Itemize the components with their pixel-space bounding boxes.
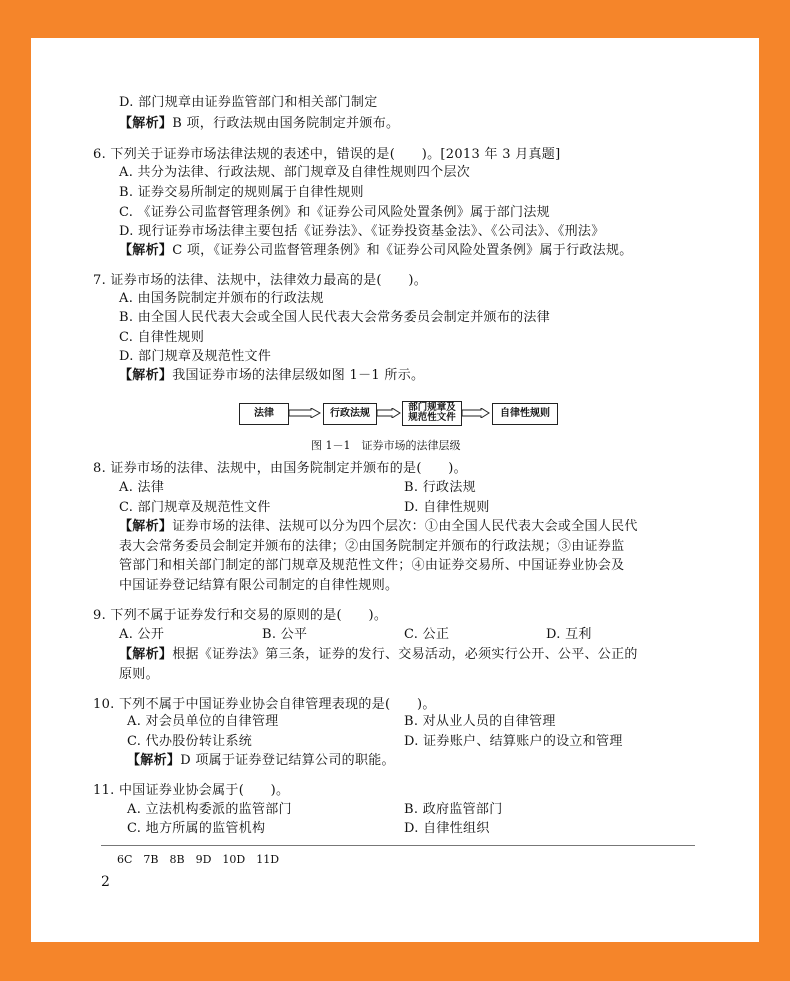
question-8-analysis-4: 中国证券登记结算有限公司制定的自律性规则。 xyxy=(119,578,399,593)
footer-divider xyxy=(101,845,695,846)
analysis-label: 【解析】 xyxy=(119,519,173,534)
answer-key: 6C 7B 8B 9D 10D 11D xyxy=(117,853,280,866)
arrow-right-icon xyxy=(377,408,401,418)
diagram-box-department-rules xyxy=(402,401,462,426)
question-10-option-b: B. 对从业人员的自律管理 xyxy=(404,714,556,729)
question-6-stem: 6. 下列关于证券市场法律法规的表述中，错误的是( )。[2013 年 3 月真题] xyxy=(93,147,561,162)
analysis-label: 【解析】 xyxy=(119,647,173,662)
analysis-label: 【解析】 xyxy=(119,368,173,383)
question-9-analysis-2: 原则。 xyxy=(119,667,159,682)
question-7-option-b: B. 由全国人民代表大会或全国人民代表大会常务委员会制定并颁布的法律 xyxy=(119,310,551,325)
question-9-option-b: B. 公平 xyxy=(262,627,308,642)
question-7-option-c: C. 自律性规则 xyxy=(119,330,205,345)
question-6-option-d: D. 现行证券市场法律主要包括《证券法》、《证券投资基金法》、《公司法》、《刑法》 xyxy=(119,224,605,239)
figure-caption: 图 1－1 证券市场的法律层级 xyxy=(311,439,461,452)
question-9-option-d: D. 互利 xyxy=(546,627,592,642)
diagram-box-department-rules-line1: 部门规章及 xyxy=(408,402,456,413)
question-6-analysis: 【解析】C 项，《证券公司监督管理条例》和《证券公司风险处置条例》属于行政法规。 xyxy=(119,243,633,258)
question-8-stem: 8. 证券市场的法律、法规中，由国务院制定并颁布的是( )。 xyxy=(93,461,467,476)
question-8-analysis-3: 管部门和相关部门制定的部门规章及规范性文件；④由证券交易所、中国证券业协会及 xyxy=(119,558,625,573)
question-7-option-d: D. 部门规章及规范性文件 xyxy=(119,349,272,364)
law-hierarchy-diagram xyxy=(239,401,559,429)
question-11-option-a: A. 立法机构委派的监管部门 xyxy=(127,802,292,817)
question-8-option-b: B. 行政法规 xyxy=(404,480,476,495)
question-10-stem: 10. 下列不属于中国证券业协会自律管理表现的是( )。 xyxy=(93,697,436,712)
question-7-option-a: A. 由国务院制定并颁布的行政法规 xyxy=(119,291,324,306)
arrow-right-icon xyxy=(289,408,321,418)
question-6-option-c: C. 《证券公司监督管理条例》和《证券公司风险处置条例》属于部门法规 xyxy=(119,205,550,220)
prev-analysis: 【解析】B 项，行政法规由国务院制定并颁布。 xyxy=(119,116,400,131)
question-9-option-a: A. 公开 xyxy=(119,627,165,642)
question-7-stem: 7. 证券市场的法律、法规中，法律效力最高的是( )。 xyxy=(93,273,428,288)
question-10-analysis: 【解析】D 项属于证券登记结算公司的职能。 xyxy=(127,753,395,768)
analysis-label: 【解析】 xyxy=(119,243,173,258)
question-7-analysis: 【解析】我国证券市场的法律层级如图 1－1 所示。 xyxy=(119,368,425,383)
diagram-box-admin-regulations: 行政法规 xyxy=(323,403,377,425)
analysis-label: 【解析】 xyxy=(119,116,173,131)
question-10-option-a: A. 对会员单位的自律管理 xyxy=(127,714,279,729)
question-8-option-c: C. 部门规章及规范性文件 xyxy=(119,500,271,515)
question-6-option-a: A. 共分为法律、行政法规、部门规章及自律性规则四个层次 xyxy=(119,165,471,180)
question-9-analysis-1: 【解析】根据《证券法》第三条，证券的发行、交易活动，必须实行公开、公平、公正的 xyxy=(119,647,638,662)
diagram-box-department-rules-line2: 规范性文件 xyxy=(408,412,456,423)
question-11-stem: 11. 中国证券业协会属于( )。 xyxy=(93,783,290,798)
arrow-right-icon xyxy=(462,408,490,418)
question-8-option-a: A. 法律 xyxy=(119,480,165,495)
question-8-option-d: D. 自律性规则 xyxy=(404,500,490,515)
question-8-analysis-2: 表大会常务委员会制定并颁布的法律；②由国务院制定并颁布的行政法规；③由证券监 xyxy=(119,539,625,554)
question-10-option-c: C. 代办股份转让系统 xyxy=(127,734,253,749)
question-11-option-d: D. 自律性组织 xyxy=(404,821,490,836)
prev-option-d: D. 部门规章由证券监管部门和相关部门制定 xyxy=(119,95,378,110)
diagram-box-law: 法律 xyxy=(239,403,289,425)
diagram-box-self-regulatory-rules: 自律性规则 xyxy=(492,403,558,425)
question-11-option-c: C. 地方所属的监管机构 xyxy=(127,821,266,836)
document-page xyxy=(31,38,759,942)
question-9-stem: 9. 下列不属于证券发行和交易的原则的是( )。 xyxy=(93,608,388,623)
question-8-analysis-1: 【解析】证券市场的法律、法规可以分为四个层次：①由全国人民代表大会或全国人民代 xyxy=(119,519,638,534)
question-9-option-c: C. 公正 xyxy=(404,627,450,642)
question-11-option-b: B. 政府监管部门 xyxy=(404,802,503,817)
question-6-option-b: B. 证券交易所制定的规则属于自律性规则 xyxy=(119,185,364,200)
question-10-option-d: D. 证券账户、结算账户的设立和管理 xyxy=(404,734,623,749)
analysis-label: 【解析】 xyxy=(127,753,181,768)
page-number: 2 xyxy=(101,874,110,890)
